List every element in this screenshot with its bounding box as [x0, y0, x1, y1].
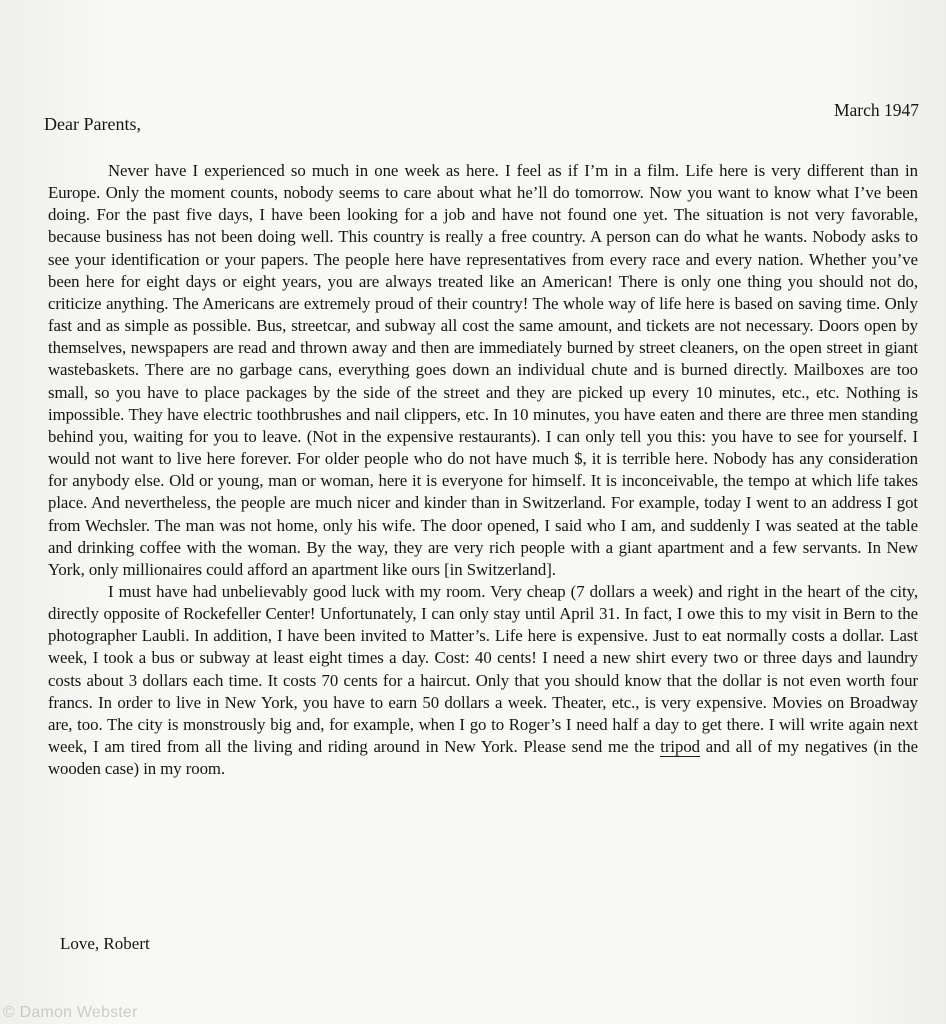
paragraph-2	[48, 581, 918, 780]
paragraph-2-end: and all of my negatives (in the wooden case) in my room.	[48, 737, 918, 779]
letter-body	[48, 160, 918, 780]
paragraph-2-text: I must have had unbelievably good luck with my room. Very cheap (7 dollars a week) and right in the heart of the city, directly opposite of Rockefeller Center! Unfortunately, I can only stay until April 31. In fact, I owe this to my visit in Bern to the photographer Laubli. In addition, I have been invited to Matter’s. Life here is expensive. Just to eat normally costs a dollar. Last week, I took a bus or subway at least eight times a day. Cost: 40 cents! I need a new shirt every two or three days and laundry costs about 3 dollars each time. It costs 70 cents for a haircut. Only that you should know that the dollar is not even worth four francs. In order to live in New York, you have to earn 50 dollars a week. Theater, etc., is very expensive. Movies on Broadway are, too. The city is monstrously big and, for example, when I go to Roger’s I need half a day to get there. I will write again next week, I am tired from all the living and riding around in New York. Please send me the	[48, 581, 918, 757]
letter-closing: Love, Robert	[60, 934, 150, 953]
copyright-watermark: © Damon Webster	[3, 1004, 138, 1021]
underlined-word-tripod: tripod	[660, 737, 701, 757]
letter-date: March 1947	[833, 100, 919, 120]
paragraph-1: Never have I experienced so much in one week as here. I feel as if I’m in a film. Life here is very different than in Europe. Only the moment counts, nobody seems to care about what he’ll do tomorrow. Now you want to know what I’ve been doing. For the past five days, I have been looking for a job and have not found one yet. The situation is not very favorable, because business has not been doing well. This country is really a free country. A person can do what he wants. Nobody asks to see your identification or your papers. The people here have representatives from every race and every nation. Whether you’ve been here for eight days or eight years, you are always treated like an American! There is only one thing you should not do, criticize anything. The Americans are extremely proud of their country! The whole way of life here is based on saving time. Only fast and as simple as possible. Bus, streetcar, and subway all cost the same amount, and tickets are not necessary. Doors open by themselves, newspapers are read and thrown away and then are immediately burned by street cleaners, on the open street in giant wastebaskets. There are no garbage cans, everything goes down an individual chute and is burned directly. Mailboxes are too small, so you have to place packages by the side of the street and they are picked up every 10 minutes, etc., etc. Nothing is impossible. They have electric toothbrushes and nail clippers, etc. In 10 minutes, you have eaten and there are three men standing behind you, waiting for you to leave. (Not in the expensive restaurants). I can only tell you this: you have to see for yourself. I would not want to live here forever. For older people who do not have much $, it is terrible here. Nobody has any consideration for anybody else. Old or young, man or woman, here it is everyone for himself. It is inconceivable, the tempo at which life takes place. And nevertheless, the people are much nicer and kinder than in Switzerland. For example, today I went to an address I got from Wechsler. The man was not home, only his wife. The door opened, I said who I am, and suddenly I was seated at the table and drinking coffee with the woman. By the way, they are very rich people with a giant apartment and a few servants. In New York, only millionaires could afford an apartment like ours [in Switzerland].	[48, 161, 918, 579]
letter-greeting: Dear Parents,	[44, 114, 141, 134]
